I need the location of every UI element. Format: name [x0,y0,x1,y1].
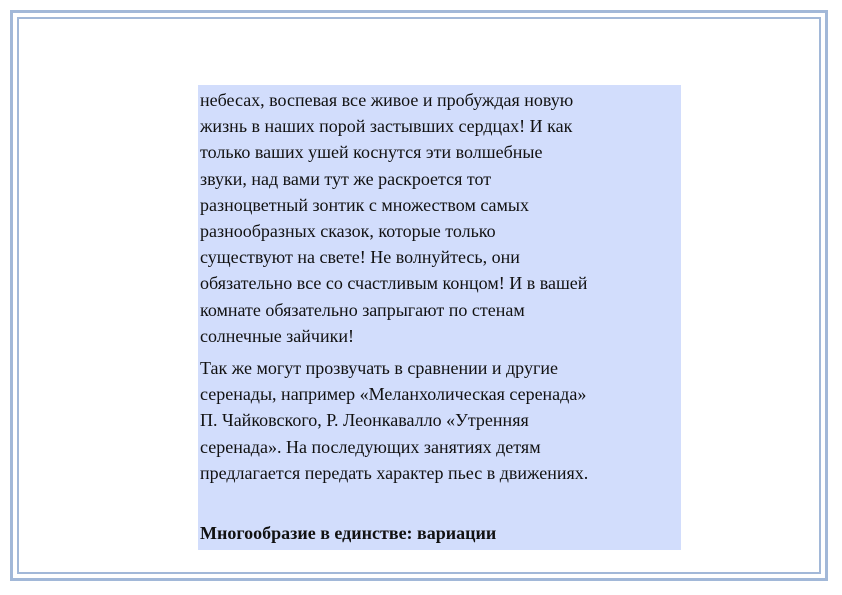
section-heading: Многообразие в единстве: вариации [200,523,497,543]
text-block [198,85,681,550]
paragraph-serenade-description: небесах, воспевая все живое и пробуждая новую жизнь в наших порой застывших сердцах! И как только ваших ушей коснутся эти волшебные звуки, над вами тут же раскроется тот разноцветный зонтик с множеством самых разнообразных сказок, которые только существуют на свете! Не волнуйтесь, они обязательно все со счастливым концом! И в вашей комнате обязательно запрыгают по стенам солнечные зайчики! [200,90,588,346]
paragraph-other-serenades: Так же могут прозвучать в сравнении и другие серенады, например «Меланхолическая серенада» П. Чайковского, Р. Леонкавалло «Утренняя серенада». На последующих занятиях детям предлагается передать характер пьес в движениях. [200,358,589,483]
